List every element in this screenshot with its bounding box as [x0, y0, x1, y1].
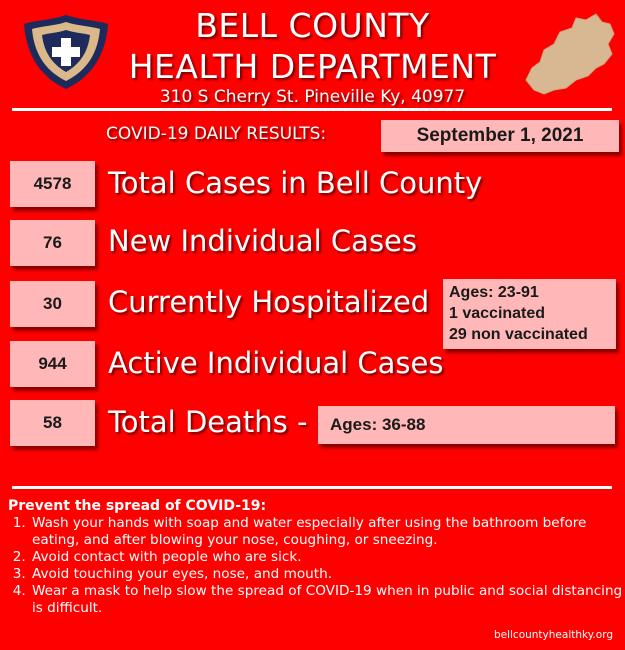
list-item: 1. Wash your hands with soap and water especially after using the bathroom before eating, and after blowing your nose, coughing, or sneezing.: [30, 515, 625, 549]
page-title-line2: HEALTH DEPARTMENT: [128, 47, 497, 86]
prevention-title: Prevent the spread of COVID-19:: [8, 498, 267, 514]
hospitalized-non-vaccinated: 29 non vaccinated: [449, 326, 588, 343]
list-item: 3. Avoid touching your eyes, nose, and mouth.: [30, 566, 625, 583]
hospitalized-value: 30: [10, 281, 95, 327]
divider-bottom: [12, 486, 612, 489]
page-title-line1: BELL COUNTY: [195, 6, 430, 45]
hospitalized-note: [443, 279, 616, 349]
total-cases-label: Total Cases in Bell County: [108, 166, 483, 200]
report-date: September 1, 2021: [381, 120, 619, 152]
new-cases-value: 76: [10, 220, 95, 266]
prevention-list: [14, 515, 625, 617]
list-item: 4. Wear a mask to help slow the spread of COVID-19 when in public and social distancing is difficult.: [30, 583, 625, 617]
total-deaths-value: 58: [10, 400, 95, 446]
daily-results-label: COVID-19 DAILY RESULTS:: [106, 124, 327, 144]
deaths-note: Ages: 36-88: [318, 406, 615, 444]
list-item: 2. Avoid contact with people who are sick.: [30, 549, 625, 566]
hospitalized-label: Currently Hospitalized: [108, 285, 430, 319]
new-cases-label: New Individual Cases: [108, 224, 418, 258]
total-cases-value: 4578: [10, 161, 95, 207]
hospitalized-vaccinated: 1 vaccinated: [449, 305, 546, 322]
divider-top: [12, 108, 612, 111]
footer-website: bellcountyhealthky.org: [493, 629, 613, 641]
hospitalized-ages: Ages: 23-91: [449, 284, 539, 301]
active-cases-label: Active Individual Cases: [108, 346, 444, 380]
active-cases-value: 944: [10, 341, 95, 387]
total-deaths-label: Total Deaths -: [108, 405, 308, 439]
address: 310 S Cherry St. Pineville Ky, 40977: [159, 87, 466, 107]
